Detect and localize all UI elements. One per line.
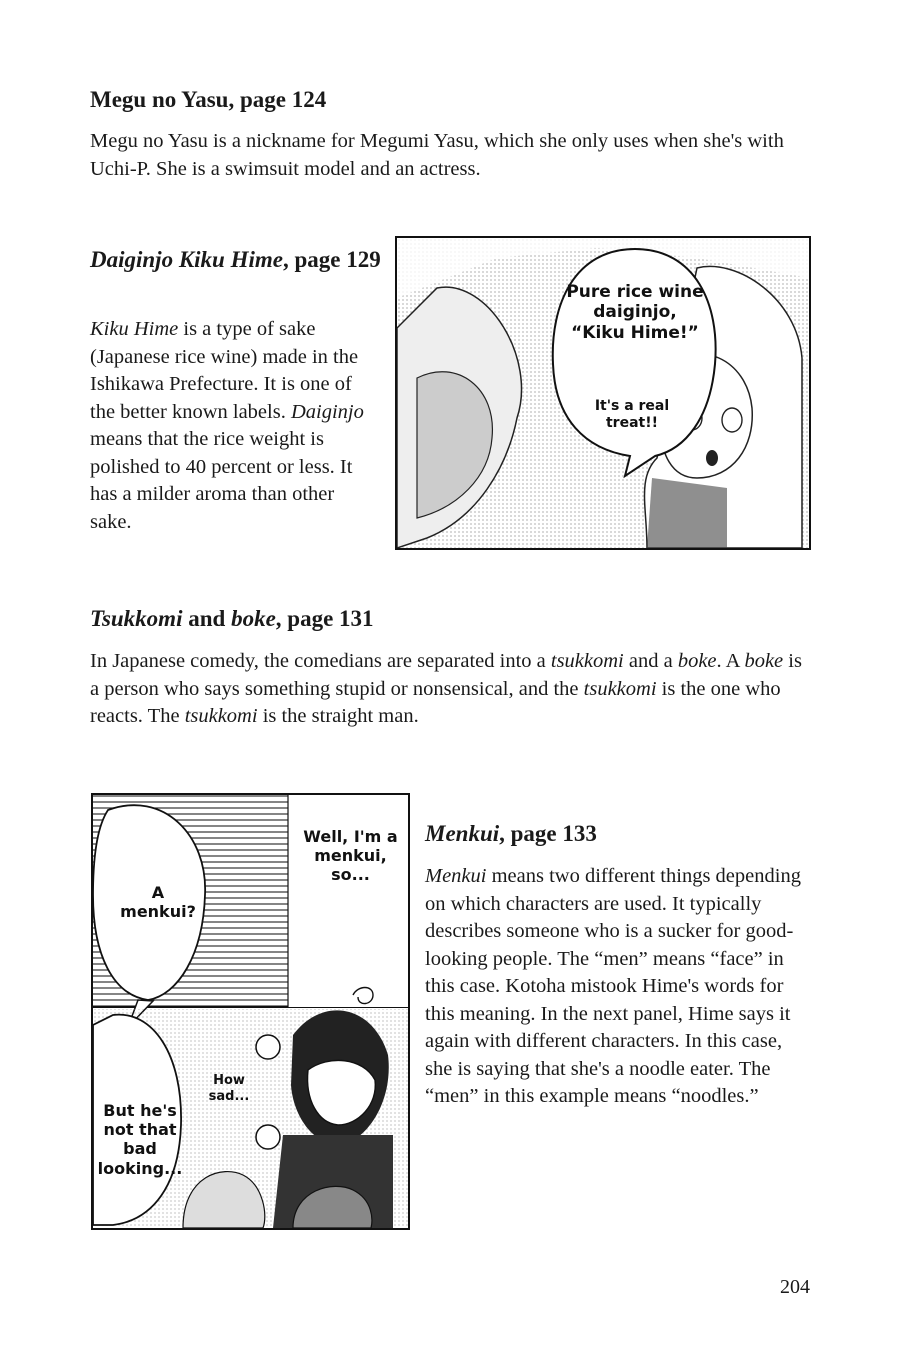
manga-panel-sake [395,236,811,550]
menkui-t1: means two different things depending on which characters are used. It typically describes someone who is a sucker for good-looking people. The “men” means “face” in this case. Kotoha mistook Hime's words for this meaning. In the next panel, Hime says it again with different characters. In this case, she is saying that she's a noodle eater. The “men” in this example means “noodles.” [425,865,801,1107]
daiginjo-body [90,316,380,536]
menkui-heading-rest: , page 133 [499,821,597,846]
tsukkomi-e5: tsukkomi [184,705,258,727]
kiku-hime-em: Kiku Hime [90,318,179,340]
tsukkomi-heading-em2: boke [231,606,276,631]
tsukkomi-t6: is the straight man. [257,705,419,727]
manga-panel-menkui [91,793,410,1230]
tsukkomi-e3: boke [744,650,784,672]
menkui-heading-em: Menkui [425,821,500,846]
bubble-right-text: Well, I'm a menkui, so... [303,827,398,885]
tsukkomi-heading [90,605,810,633]
tsukkomi-t3: . A [716,650,745,672]
bubble-main-text: Pure rice wine daiginjo, “Kiku Hime!” [566,282,704,343]
daiginjo-heading [90,246,385,274]
tsukkomi-e1: tsukkomi [550,650,624,672]
megu-body: Megu no Yasu is a nickname for Megumi Yasu, which she only uses when she's with Uchi-P. She is a swimsuit model and an actress. [90,130,784,180]
speech-bubble-main [545,244,725,484]
tsukkomi-t4: is a person who says something stupid or nonsensical, and the [90,650,802,700]
tsukkomi-body [90,648,815,731]
tsukkomi-t1: In Japanese comedy, the comedians are separated into a [90,650,551,672]
daiginjo-body-text1: is a type of sake (Japanese rice wine) made in the Ishikawa Prefecture. It is one of the better known labels. [90,318,359,423]
daiginjo-em: Daiginjo [290,400,364,423]
tsukkomi-e2: boke [677,650,717,672]
menkui-e1: Menkui [425,865,487,887]
menkui-heading [425,820,815,848]
tsukkomi-t5: is the one who reacts. The [90,677,781,727]
megu-heading-text: Megu no Yasu, page 124 [90,87,327,112]
tsukkomi-heading-mid: and [182,606,232,631]
daiginjo-heading-em: Daiginjo Kiku Hime [90,247,283,272]
menkui-body [425,863,810,1111]
bubble-left-text: A menkui? [120,883,196,922]
tsukkomi-heading-rest: , page 131 [275,606,374,631]
tsukkomi-t2: and a [623,650,678,672]
bubble-bottom-left-text: But he's not that bad looking... [97,1101,183,1178]
tsukkomi-heading-em1: Tsukkomi [90,606,183,631]
bubble-bottom-small-text: How sad... [208,1073,250,1104]
daiginjo-body-text2: means that the rice weight is polished to 40 percent or less. It has a milder aroma than other sake. [90,428,353,533]
daiginjo-heading-rest: , page 129 [282,247,381,272]
tsukkomi-e4: tsukkomi [583,677,657,700]
page-number: 204 [780,1276,810,1298]
megu-heading [90,86,810,114]
bubble-small-text: It's a real treat!! [594,398,670,431]
